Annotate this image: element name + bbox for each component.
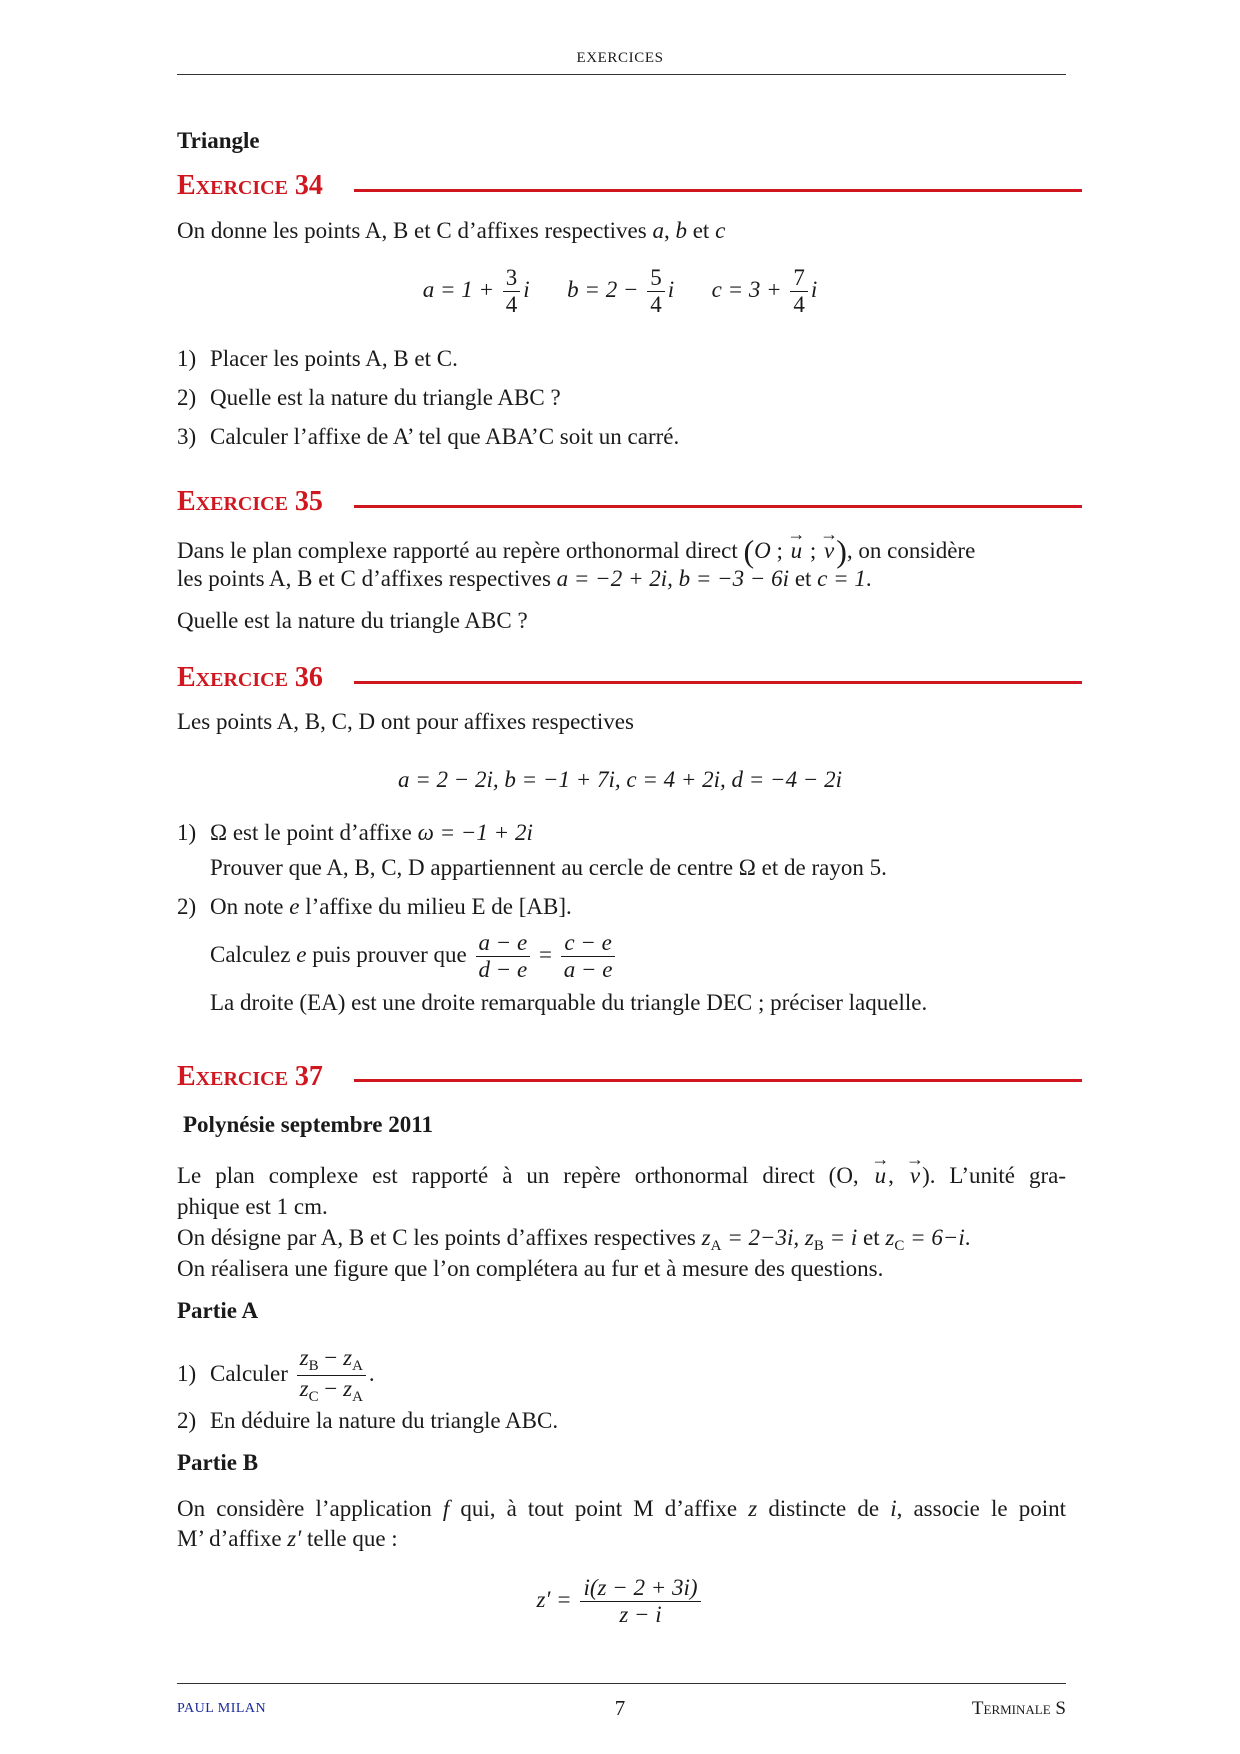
paren-close: ): [836, 533, 847, 569]
math-omega: ω = −1 + 2i: [417, 820, 533, 845]
sep-1: ,: [663, 218, 676, 243]
exercise-34-item-3: [177, 424, 679, 450]
text: , on considère: [846, 538, 976, 563]
fraction-5-4: [647, 265, 665, 319]
text: On désigne par A, B et C les points d’affixes respectives: [177, 1225, 702, 1250]
page-header-title: EXERCICES: [576, 50, 664, 66]
text: ). L’unité gra-: [922, 1163, 1066, 1188]
math-e: e: [289, 894, 300, 919]
text: .: [964, 1225, 971, 1250]
formula-c-tail: i: [810, 277, 818, 303]
math-e: e: [296, 942, 307, 968]
exercise-36-item-1-line-2: Prouver que A, B, C, D appartiennent au cercle de centre Ω et de rayon 5.: [210, 855, 887, 880]
text: distincte de: [757, 1496, 891, 1521]
text: .: [865, 566, 872, 591]
sub: C: [308, 1389, 319, 1406]
numerator: 7: [790, 265, 808, 292]
exercise-34-item-2: [177, 385, 561, 411]
exercise-37-heading: Exercice 37: [177, 1061, 323, 1092]
denominator: [297, 1376, 366, 1406]
footer-page-number: 7: [614, 1696, 626, 1720]
part-b-line-2: [177, 1526, 398, 1552]
z: z: [343, 1345, 353, 1370]
denominator: 4: [505, 292, 518, 318]
header-divider: [177, 74, 1066, 75]
numerator: a − e: [476, 930, 531, 957]
exercise-35-line-1: [177, 533, 975, 570]
denominator: 4: [650, 292, 662, 318]
text: qui, à tout point M d’affixe: [449, 1496, 749, 1521]
var-c: c: [715, 218, 726, 243]
text: et: [789, 566, 818, 591]
fraction-3-4: [503, 265, 521, 319]
z: z: [299, 1345, 309, 1370]
text: .: [368, 1361, 375, 1387]
exercise-37-paragraph-1: Le plan complexe est rapporté à un repère orthonormal direct (O, → u, → v). L’unité gra-: [177, 1163, 1066, 1189]
exercise-36-item-2-calc: [210, 930, 618, 984]
separator: ;: [809, 538, 817, 563]
denominator: a − e: [563, 957, 613, 983]
exercise-35-heading: Exercice 35: [177, 486, 323, 517]
equals: =: [539, 942, 552, 968]
text: , associe le point: [896, 1496, 1067, 1521]
sub-a: A: [710, 1238, 722, 1254]
exercise-34-intro: [177, 218, 725, 244]
z: z: [804, 1225, 814, 1250]
fraction-7-4: [790, 265, 808, 319]
origin-o: O: [754, 538, 771, 563]
op: −: [318, 1376, 344, 1402]
item-number: 1): [177, 820, 197, 845]
formula-b-lhs: b = 2 −: [567, 277, 645, 303]
sub-c: C: [894, 1238, 905, 1254]
value-b: = i: [823, 1225, 858, 1250]
part-b-title: Partie B: [177, 1450, 259, 1475]
text: Calculez: [210, 942, 297, 968]
fraction-zb-za-over-zc-za: [297, 1345, 366, 1407]
denominator: d − e: [478, 957, 528, 983]
text: Dans le plan complexe rapporté au repère orthonormal direct: [177, 538, 738, 563]
op: −: [318, 1345, 344, 1370]
text: les points A, B et C d’affixes respectives: [177, 566, 557, 591]
fraction-1: [476, 930, 531, 984]
sep-2: et: [686, 218, 716, 243]
formula-lhs: z′ =: [536, 1587, 572, 1613]
text: On considère l’application: [177, 1496, 443, 1521]
math-z: z: [748, 1496, 758, 1521]
sub: A: [352, 1358, 363, 1374]
text: telle que :: [301, 1526, 398, 1551]
z: z: [343, 1376, 353, 1402]
item-text: l’affixe du milieu E de [AB].: [299, 894, 572, 919]
fraction-2: [561, 930, 616, 984]
var-b: b: [675, 218, 687, 243]
exercise-36-rule: [354, 681, 1082, 684]
sub: A: [352, 1389, 363, 1406]
sub-b: B: [813, 1238, 824, 1254]
exercise-36-item-2-line-3: La droite (EA) est une droite remarquable du triangle DEC ; préciser laquelle.: [210, 990, 928, 1015]
vector-v: → v: [822, 538, 836, 564]
item-text: Ω est le point d’affixe: [210, 820, 418, 845]
formula-fraction: [580, 1575, 700, 1629]
item-text: Calculer l’affixe de A’ tel que ABA’C soit un carré.: [210, 424, 680, 449]
numerator: 5: [647, 265, 665, 292]
vector-v: → v: [908, 1163, 922, 1189]
item-number: 1): [177, 1361, 197, 1387]
denominator: 4: [793, 292, 805, 318]
numerator: i(z − 2 + 3i): [580, 1575, 700, 1602]
z: z: [885, 1225, 895, 1250]
exercise-35-rule: [354, 505, 1082, 508]
var-a: a: [652, 218, 664, 243]
part-a-item-1: [177, 1345, 375, 1407]
math-c: c = 1: [817, 566, 866, 591]
item-text: Placer les points A, B et C.: [210, 346, 458, 371]
exercise-36-item-1: [177, 820, 533, 846]
formula-a-tail: i: [523, 277, 530, 303]
exercise-37-paragraph-3: On réalisera une figure que l’on complétera au fur et à mesure des questions.: [177, 1256, 884, 1281]
text: puis prouver que: [306, 942, 467, 968]
footer-author: PAUL MILAN: [177, 1701, 267, 1716]
item-text: On note: [210, 894, 290, 919]
section-title: Triangle: [177, 128, 260, 153]
exercise-37-paragraph-1-line-2: phique est 1 cm.: [177, 1194, 328, 1219]
z: z: [299, 1376, 309, 1402]
math-f: f: [442, 1496, 450, 1521]
exercise-34-heading: Exercice 34: [177, 170, 323, 201]
denominator: z − i: [619, 1602, 662, 1628]
formula-c-lhs: c = 3 +: [711, 277, 788, 303]
exercise-34-formula: [0, 265, 1240, 319]
footer-class: Terminale S: [971, 1698, 1066, 1719]
exercise-36-formula: a = 2 − 2i, b = −1 + 7i, c = 4 + 2i, d = −4 − 2i: [398, 767, 842, 792]
exercise-35-line-2: [177, 566, 872, 592]
sub: B: [308, 1358, 319, 1374]
exercise-37-subtitle: Polynésie septembre 2011: [183, 1112, 433, 1137]
text: Le plan complexe est rapporté à un repère orthonormal direct (O,: [177, 1163, 859, 1188]
footer-divider: [177, 1683, 1066, 1684]
value-c: = 6−i: [904, 1225, 965, 1250]
exercise-34-item-1: [177, 346, 458, 372]
part-a-title: Partie A: [177, 1298, 259, 1323]
part-b-formula: [0, 1575, 1240, 1629]
numerator: c − e: [561, 930, 614, 957]
part-b-line-1: [177, 1496, 1066, 1522]
vector-u: → u: [873, 1163, 889, 1189]
numerator: [297, 1345, 366, 1376]
formula-b-tail: i: [667, 277, 675, 303]
math-affixes: a = −2 + 2i, b = −3 − 6i: [556, 566, 790, 591]
exercise-35-question: Quelle est la nature du triangle ABC ?: [177, 608, 528, 633]
formula-a-lhs: a = 1 +: [422, 277, 500, 303]
text: M’ d’affixe: [177, 1526, 288, 1551]
item-number: 3): [177, 424, 197, 449]
z: z: [701, 1225, 711, 1250]
exercise-36-heading: Exercice 36: [177, 662, 323, 693]
item-number: 1): [177, 346, 197, 371]
math-z-prime: z′: [287, 1526, 302, 1551]
part-a-item-2: [177, 1408, 558, 1434]
text: et: [863, 1225, 886, 1250]
paren-open: (: [743, 533, 755, 569]
item-number: 2): [177, 385, 197, 410]
separator: ;: [776, 538, 783, 563]
vector-u: → u: [789, 538, 805, 564]
item-text: Quelle est la nature du triangle ABC ?: [210, 385, 561, 410]
math-i: i: [890, 1496, 897, 1521]
exercise-37-paragraph-2: [177, 1225, 971, 1255]
item-text: Calculer: [210, 1361, 288, 1387]
exercise-37-rule: [354, 1079, 1082, 1082]
item-number: 2): [177, 894, 197, 919]
exercise-36-intro: Les points A, B, C, D ont pour affixes respectives: [177, 709, 634, 734]
exercise-36-item-2: [177, 894, 572, 920]
item-number: 2): [177, 1408, 197, 1433]
exercise-34-rule: [354, 189, 1082, 192]
numerator: 3: [503, 265, 521, 292]
value-a: = 2−3i,: [721, 1225, 805, 1250]
intro-text: On donne les points A, B et C d’affixes respectives: [177, 218, 653, 243]
item-text: En déduire la nature du triangle ABC.: [210, 1408, 559, 1433]
